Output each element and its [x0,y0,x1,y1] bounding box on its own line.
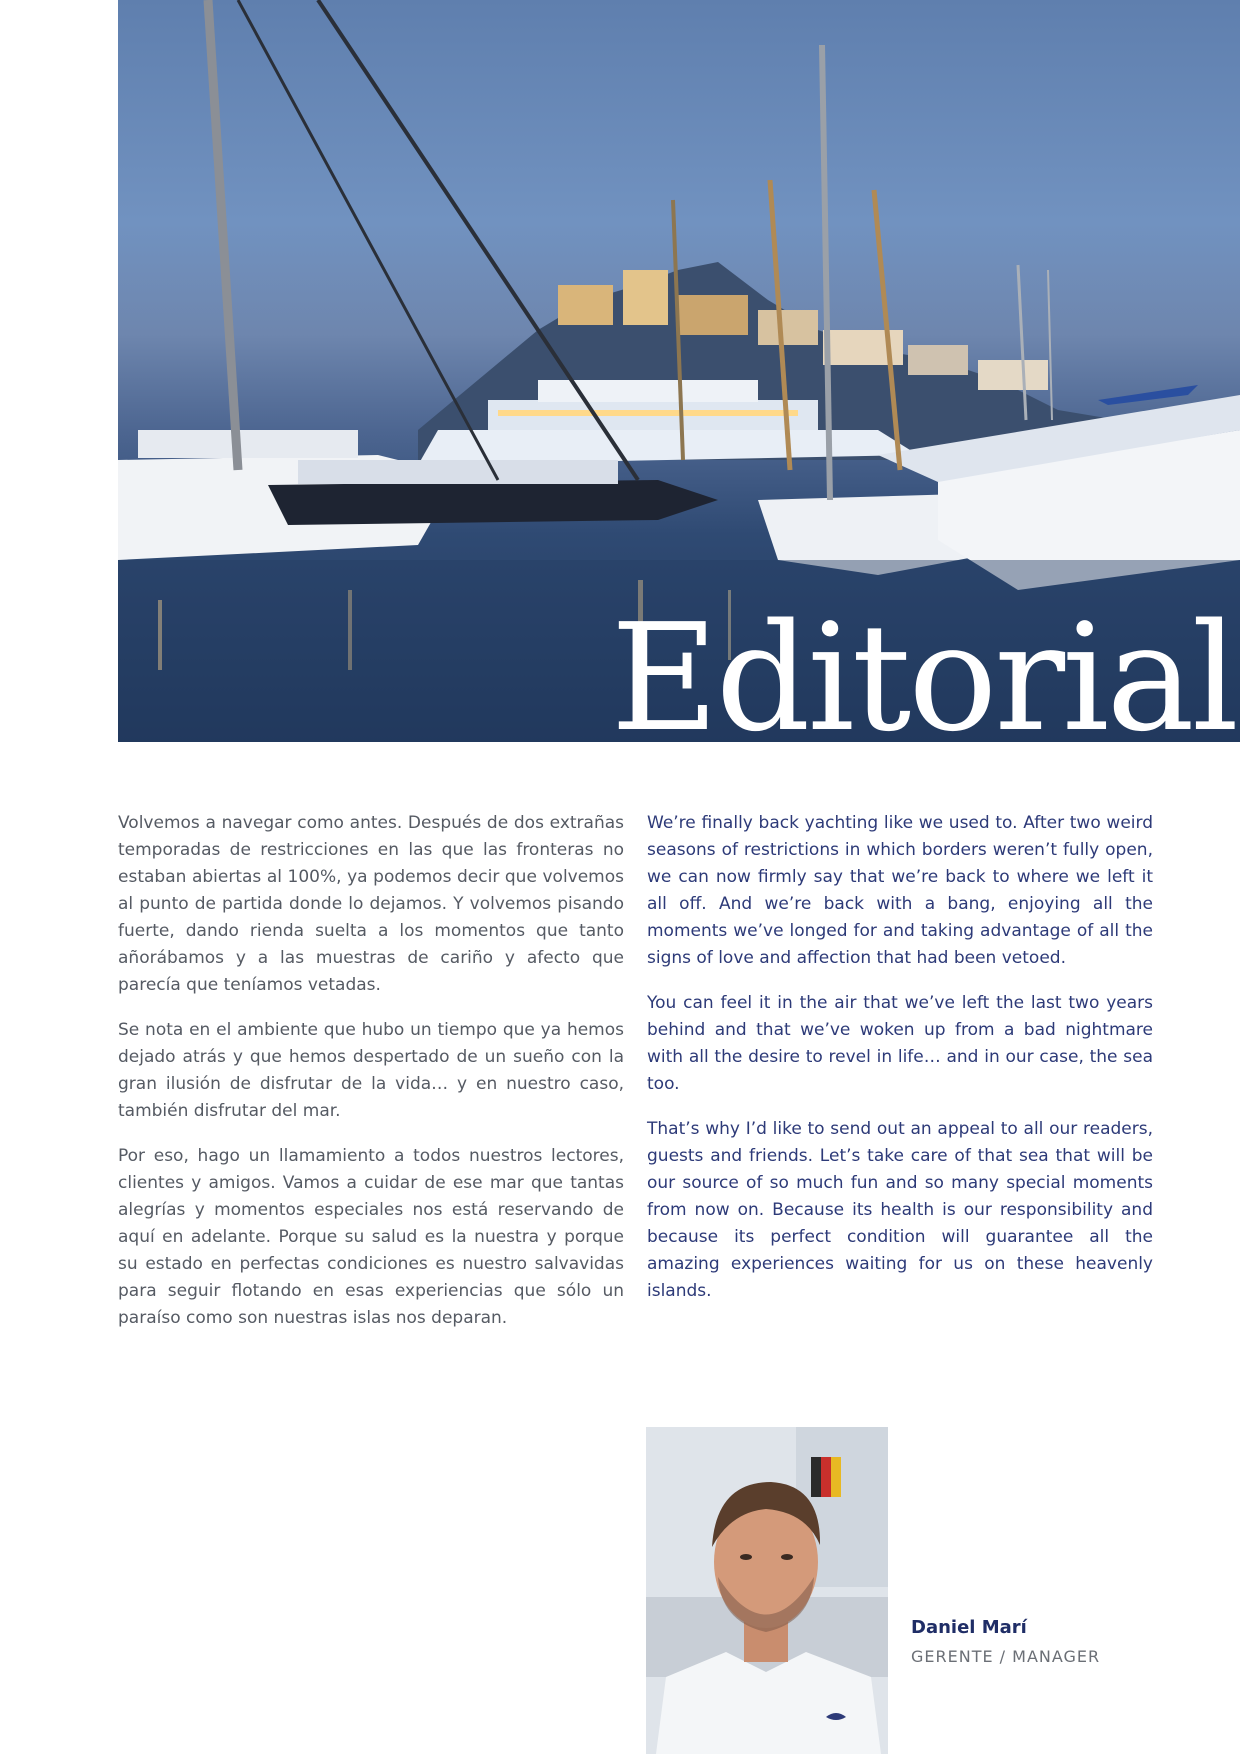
spanish-column [118,810,624,1350]
english-column [647,810,1153,1323]
english-paragraph-1: We’re finally back yachting like we used to. After two weird seasons of restrictions in which borders weren’t fully open, we can now firmly say that we’re back to where we left it all off. And we’re back with a bang, enjoying all the moments we’ve longed for and taking advantage of all the signs of love and affection that had been vetoed. [647,813,1153,968]
english-paragraph-3: That’s why I’d like to send out an appeal to all our readers, guests and friends. Let’s take care of that sea that will be our source of so much fun and so many special moments from now on. Because its health is our responsibility and because its perfect condition will guarantee all the amazing experiences waiting for us on these heavenly islands. [647,1119,1153,1301]
spanish-paragraph-2: Se nota en el ambiente que hubo un tiempo que ya hemos dejado atrás y que hemos despertado de un sueño con la gran ilusión de disfrutar de la vida… y en nuestro caso, también disfrutar del mar. [118,1020,624,1121]
page-title: Editorial [610,592,1236,742]
spanish-paragraph-1: Volvemos a navegar como antes. Después de dos extrañas temporadas de restricciones en las que las fronteras no estaban abiertas al 100%, ya podemos decir que volvemos al punto de partida donde lo dejamos. Y volvemos pisando fuerte, dando rienda suelta a los momentos que tanto añorábamos y a las muestras de cariño y afecto que parecía que teníamos vetadas. [118,813,624,995]
portrait-illustration [646,1427,888,1754]
spanish-paragraph-3: Por eso, hago un llamamiento a todos nuestros lectores, clientes y amigos. Vamos a cuidar de ese mar que tantas alegrías y momentos especiales nos está reservando de aquí en adelante. Porque su salud es la nuestra y porque su estado en perfectas condiciones es nuestro salvavidas para seguir flotando en esas experiencias que sólo un paraíso como son nuestras islas nos deparan. [118,1146,624,1328]
hero-image [118,0,1240,742]
author-role: GERENTE / MANAGER [911,1647,1101,1666]
english-paragraph-2: You can feel it in the air that we’ve left the last two years behind and that we’ve woken up from a bad nightmare with all the desire to revel in life… and in our case, the sea too. [647,993,1153,1094]
author-portrait [646,1427,888,1754]
author-name: Daniel Marí [911,1617,1027,1638]
